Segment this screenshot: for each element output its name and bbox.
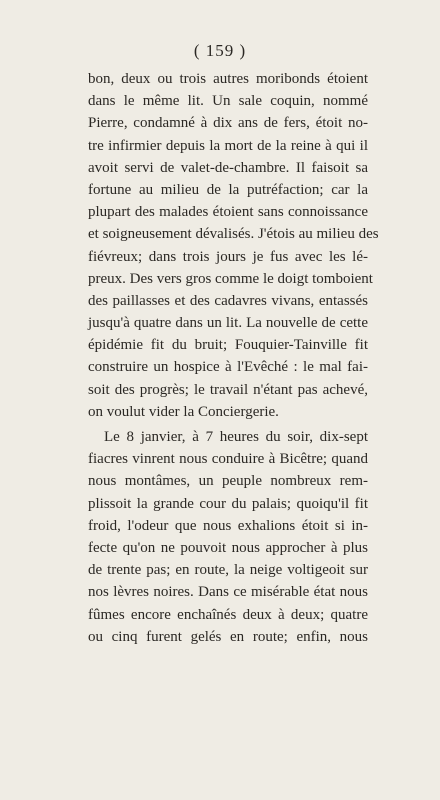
text-line: fecte qu'on ne pouvoit nous approcher à plus — [88, 539, 368, 556]
paragraph — [88, 68, 379, 423]
body-text — [88, 68, 379, 648]
text-line: on voulut vider la Conciergerie. — [88, 403, 279, 420]
text-line: fortune au milieu de la putréfaction; car la — [88, 181, 368, 198]
text-line: et soigneusement dévalisés. J'étois au milieu des — [88, 226, 379, 243]
text-line: nos lèvres noires. Dans ce misérable état nous — [88, 584, 368, 601]
paragraph — [88, 426, 368, 648]
text-line: de trente pas; en route, la neige voltigeoit sur — [88, 562, 368, 579]
text-line: plupart des malades étoient sans connoissance — [88, 204, 368, 221]
text-line: soit des progrès; le travail n'étant pas achevé, — [88, 381, 368, 398]
page-number: ( 159 ) — [193, 41, 247, 60]
text-line: ou cinq furent gelés en route; enfin, nous — [88, 628, 368, 645]
text-line: preux. Des vers gros comme le doigt tomboient — [88, 270, 373, 287]
text-line: avoit servi de valet-de-chambre. Il faisoit sa — [88, 159, 368, 176]
text-line: plissoit la grande cour du palais; quoiqu'il fit — [88, 495, 368, 512]
text-line: Le 8 janvier, à 7 heures du soir, dix-sept — [104, 429, 368, 445]
text-line: jusqu'à quatre dans un lit. La nouvelle de cette — [88, 315, 368, 332]
text-line: fiacres vinrent nous conduire à Bicêtre; quand — [88, 451, 368, 468]
text-line: Pierre, condamné à dix ans de fers, étoit no- — [88, 115, 368, 132]
text-line: fiévreux; dans trois jours je fus avec les lé- — [88, 248, 368, 265]
text-line: nous montâmes, un peuple nombreux rem- — [88, 473, 368, 490]
text-line: épidémie fit du bruit; Fouquier-Tainville fit — [88, 337, 368, 354]
text-line: bon, deux ou trois autres moribonds étoient — [88, 71, 368, 87]
text-line: froid, l'odeur que nous exhalions étoit si in- — [88, 517, 368, 534]
text-line: construire un hospice à l'Evêché : le mal fai- — [88, 359, 368, 376]
text-line: des paillasses et des cadavres vivans, entassés — [88, 292, 368, 309]
text-line: dans le même lit. Un sale coquin, nommé — [88, 93, 368, 110]
text-line: tre infirmier depuis la mort de la reine à qui il — [88, 137, 368, 154]
text-line: fûmes encore enchaînés deux à deux; quatre — [88, 606, 368, 623]
